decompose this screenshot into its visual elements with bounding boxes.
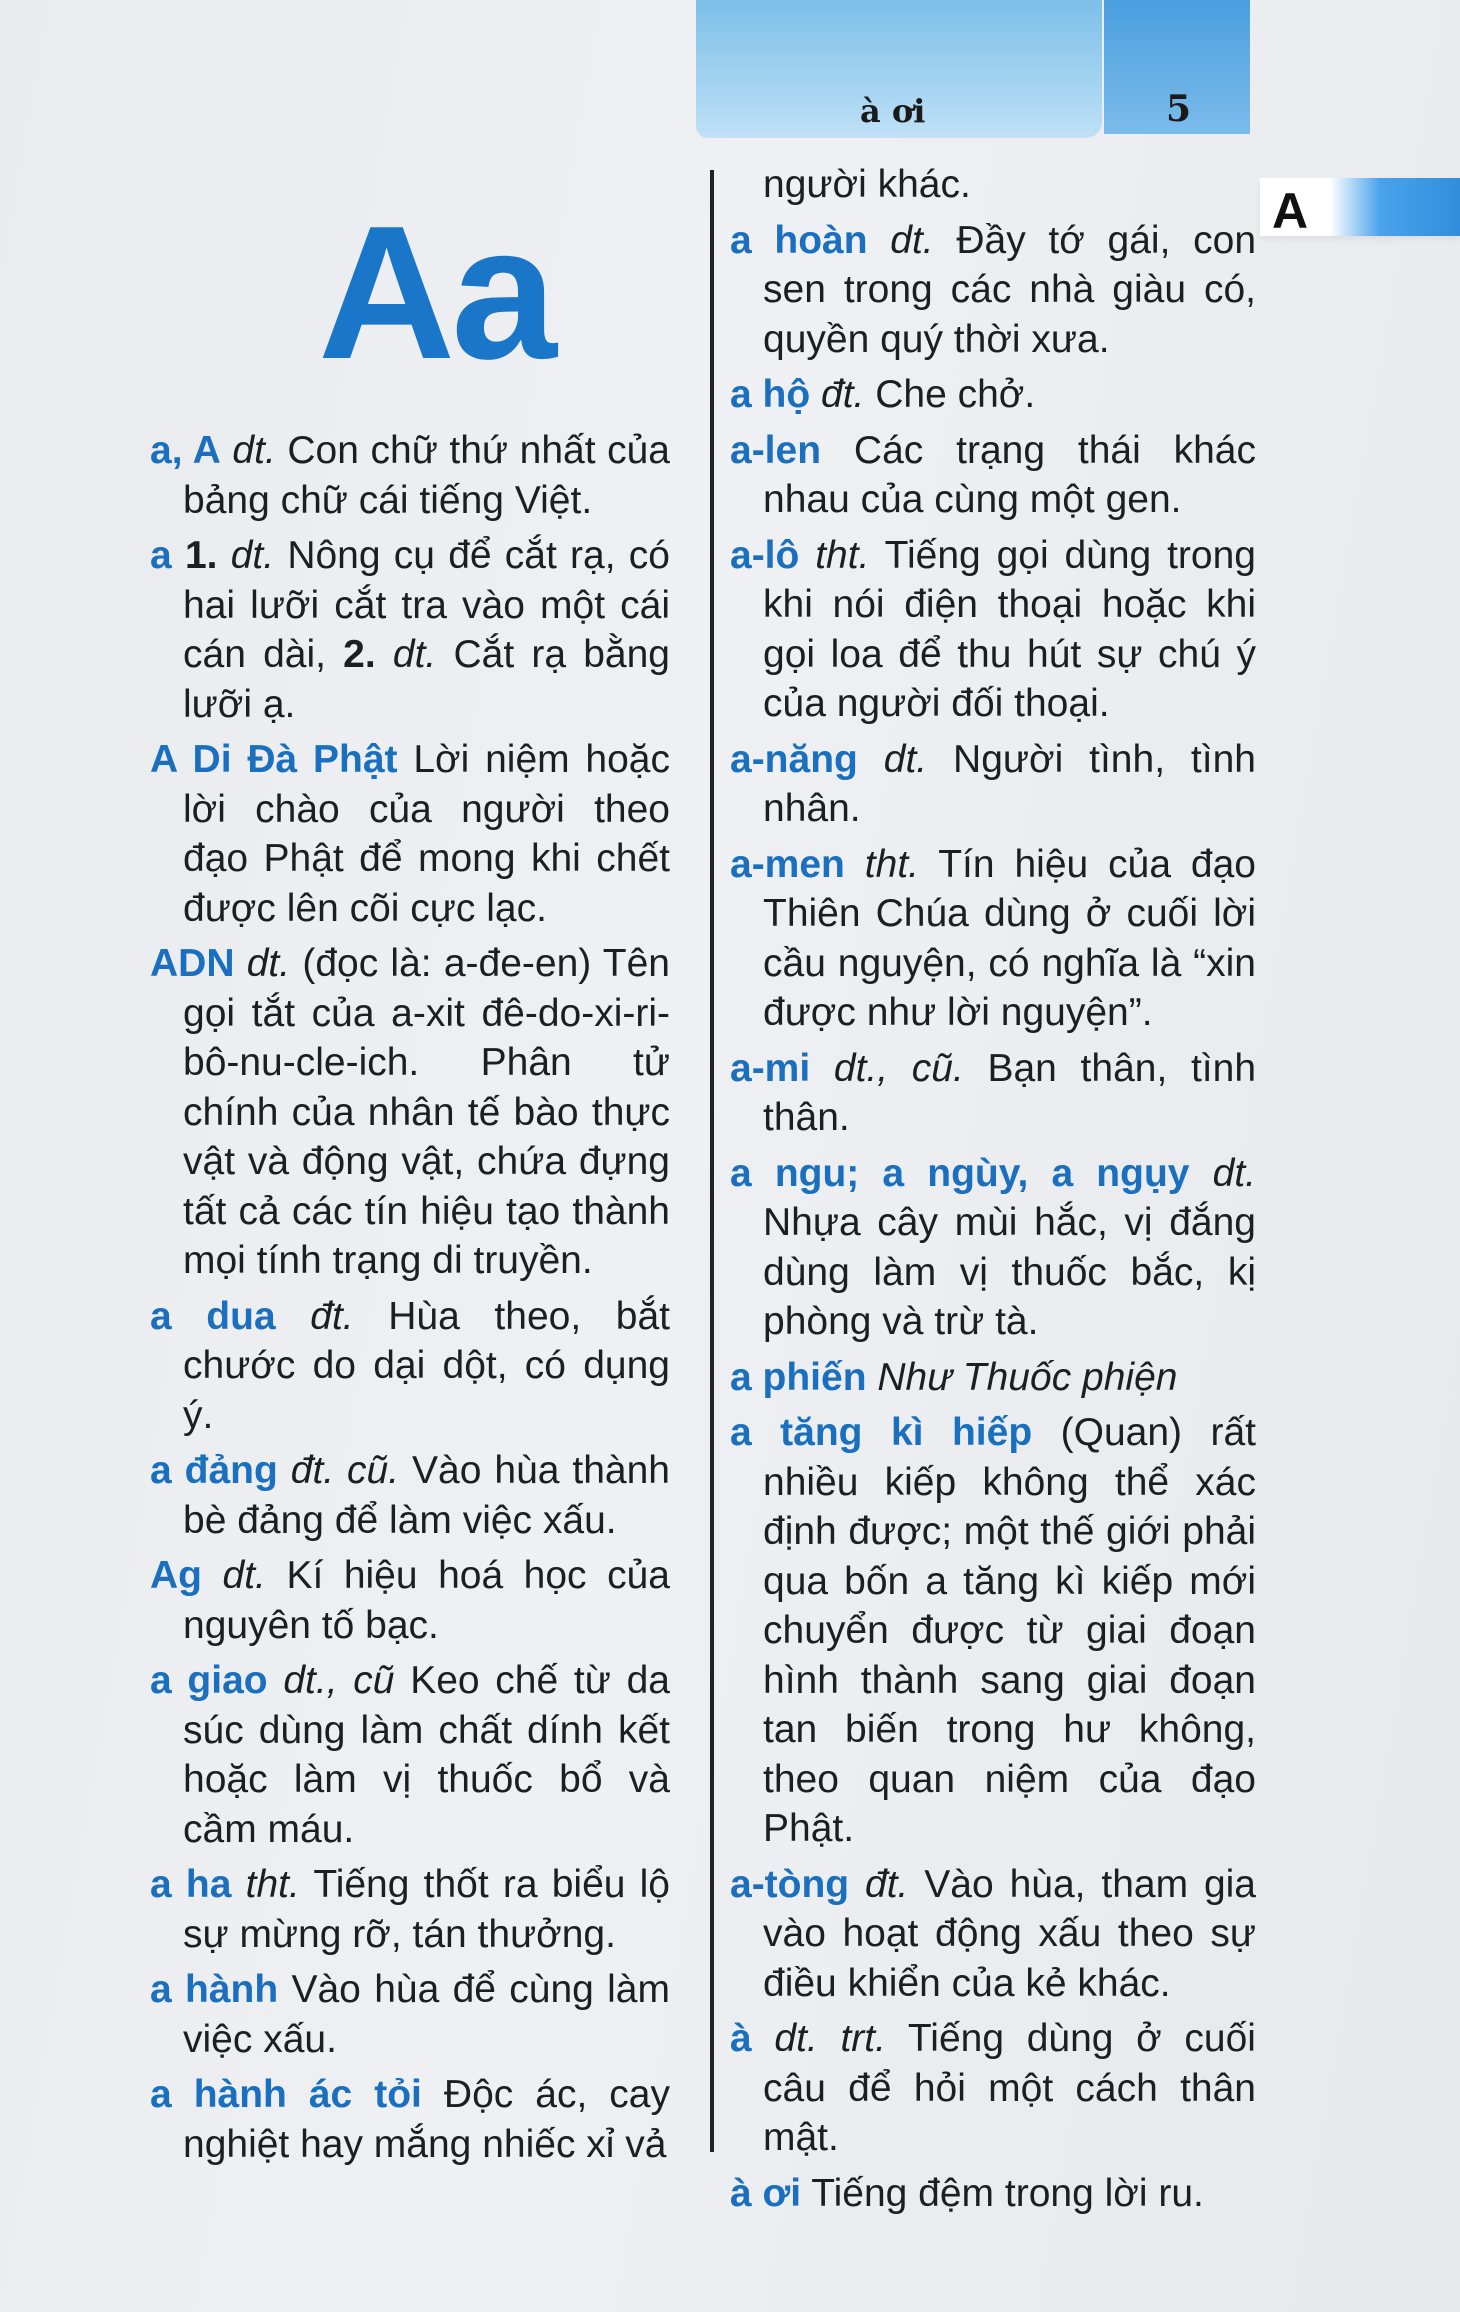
part-of-speech: Như (877, 1355, 952, 1399)
definition: Vào hùa thành bè đảng để làm việc xấu. (183, 1449, 670, 1542)
part-of-speech: dt. (232, 429, 276, 472)
definition: Kí hiệu hoá học của nguyên tố bạc. (183, 1554, 670, 1647)
definition: Tín hiệu của đạo Thiên Chúa dùng ở cuối lời cầu nguyện, có nghĩa là “xin được như lời nguyện”. (763, 842, 1256, 1034)
entry (730, 426, 1256, 525)
definition: Vào hùa để cùng làm việc xấu. (183, 1968, 670, 2061)
headword: a hành (150, 1968, 279, 2011)
part-of-speech: dt. (230, 534, 275, 577)
sense-number: 2. (343, 633, 376, 676)
entry (150, 1656, 670, 1854)
entry (730, 2014, 1256, 2163)
headword: a hộ (730, 373, 811, 416)
thumb-index-letter: A (1272, 183, 1309, 239)
definition: Con chữ thứ nhất của bảng chữ cái tiếng Việt. (183, 429, 670, 522)
entry (150, 735, 670, 933)
definition: Lời niệm hoặc lời chào của người theo đạo Phật để mong khi chết được lên cõi cực lạc. (183, 738, 670, 930)
headword: a-mi (730, 1046, 811, 1090)
part-of-speech: dt. (392, 633, 437, 676)
entry (150, 1551, 670, 1650)
entry (730, 1353, 1256, 1403)
part-of-speech: tht. (245, 1863, 300, 1906)
entry (150, 426, 670, 525)
part-of-speech: đt. (821, 373, 865, 416)
entry (150, 939, 670, 1286)
headword: a-len (730, 428, 822, 472)
headword: a-men (730, 842, 845, 886)
entry (150, 1446, 670, 1545)
entry (730, 735, 1256, 834)
part-of-speech: tht. (864, 842, 919, 886)
headword: a (150, 534, 172, 577)
left-column (150, 426, 670, 2175)
part-of-speech: đt. (865, 1862, 909, 1906)
part-of-speech: tht. (815, 533, 870, 577)
headword: a, A (150, 429, 221, 472)
part-of-speech: đt. cũ. (290, 1449, 400, 1492)
definition: Che chở. (875, 373, 1036, 416)
definition: người khác. (763, 163, 971, 206)
definition: Đầy tớ gái, con sen trong các nhà giàu có, quyền quý thời xưa. (763, 218, 1257, 361)
part-of-speech: dt. (890, 218, 934, 262)
sense-number: 1. (184, 534, 218, 577)
headword: à (730, 2017, 752, 2060)
headword: a dua (150, 1294, 276, 1338)
definition: Nông cụ để cắt rạ, có hai lưỡi cắt tra vào một cái cán dài, (183, 534, 670, 676)
entry (730, 1860, 1256, 2009)
definition: Bạn thân, tình thân. (763, 1046, 1257, 1139)
headword: a ha (150, 1863, 232, 1906)
definition: Tiếng thốt ra biểu lộ sự mừng rỡ, tán thưởng. (183, 1863, 671, 1956)
entry-continuation (730, 160, 1256, 210)
definition: Tiếng gọi dùng trong khi nói điện thoại hoặc khi gọi loa để thu hút sự chú ý của người đối thoại. (763, 533, 1256, 725)
definition: Tiếng đệm trong lời ru. (811, 2171, 1204, 2215)
headword: a phiến (730, 1355, 867, 1399)
entry (730, 1408, 1256, 1854)
definition: Thuốc phiện (962, 1355, 1178, 1399)
entry (150, 2070, 670, 2169)
definition: Tiếng dùng ở cuối câu để hỏi một cách thân mật. (763, 2017, 1256, 2159)
definition: Các trạng thái khác nhau của cùng một gen. (763, 428, 1257, 521)
part-of-speech: dt. (222, 1554, 266, 1597)
definition: Hùa theo, bắt chước do dại dột, có dụng ý. (183, 1294, 670, 1437)
definition: Người tình, tình nhân. (763, 737, 1256, 830)
page-number: 5 (1166, 88, 1192, 130)
definition: (Quan) rất nhiều kiếp không thể xác định được; một thế giới phải qua bốn a tăng kì kiếp mới chuyển được từ giai đoạn hình thành sang giai đoạn tan biến trong hư không, theo quan niệm của đạo Phật. (763, 1411, 1256, 1850)
entry (730, 216, 1256, 365)
entry (730, 2169, 1256, 2219)
headword: a đảng (150, 1449, 278, 1492)
headword: a-tòng (730, 1862, 850, 1906)
definition: Vào hùa, tham gia vào hoạt động xấu theo sự điều khiển của kẻ khác. (763, 1862, 1256, 2005)
headword: a hoàn (730, 218, 868, 262)
part-of-speech: dt. (883, 737, 928, 781)
entry (150, 531, 670, 729)
entry (730, 531, 1256, 729)
part-of-speech: đt. (310, 1294, 354, 1338)
entry (150, 1965, 670, 2064)
part-of-speech: dt. (246, 942, 291, 985)
headword: a ngu; a ngùy, a ngụy (730, 1151, 1190, 1195)
part-of-speech: dt., cũ. (833, 1046, 964, 1090)
part-of-speech: dt. (1212, 1151, 1256, 1195)
headword: a-lô (730, 533, 800, 577)
headword: a giao (150, 1659, 268, 1702)
guide-word: à ơi (860, 92, 926, 130)
definition: Cắt rạ bằng lưỡi ạ. (183, 633, 670, 726)
headword: a-năng (730, 737, 858, 781)
entry (730, 1149, 1256, 1347)
definition: Nhựa cây mùi hắc, vị đắng dùng làm vị thuốc bắc, kị phòng và trừ tà. (763, 1201, 1256, 1343)
headword: A Di Đà Phật (150, 738, 398, 781)
section-letter: Aa (318, 187, 553, 399)
headword: Ag (150, 1554, 202, 1597)
part-of-speech: dt., cũ (283, 1659, 395, 1702)
entry (150, 1860, 670, 1959)
headword: a tăng kì hiếp (730, 1411, 1033, 1454)
column-divider (710, 170, 714, 2152)
headword: à ơi (730, 2171, 802, 2215)
part-of-speech: dt. trt. (774, 2017, 886, 2060)
definition: Độc ác, cay nghiệt hay mắng nhiếc xỉ vả (183, 2073, 670, 2166)
entry (150, 1292, 670, 1441)
right-column (730, 160, 1256, 2224)
entry (730, 840, 1256, 1038)
headword: a hành ác tỏi (150, 2073, 422, 2116)
definition: (đọc là: a-đe-en) Tên gọi tắt của a-xit đê-do-xi-ri-bô-nu-cle-ich. Phân tử chính của nhân tế bào thực vật và động vật, chứa đựng tất cả các tín hiệu tạo thành mọi tính trạng di truyền. (183, 942, 670, 1282)
definition: Keo chế từ da súc dùng làm chất dính kết hoặc làm vị thuốc bổ và cầm máu. (183, 1659, 670, 1851)
entry (730, 1044, 1256, 1143)
headword: ADN (150, 942, 235, 985)
entry (730, 370, 1256, 420)
